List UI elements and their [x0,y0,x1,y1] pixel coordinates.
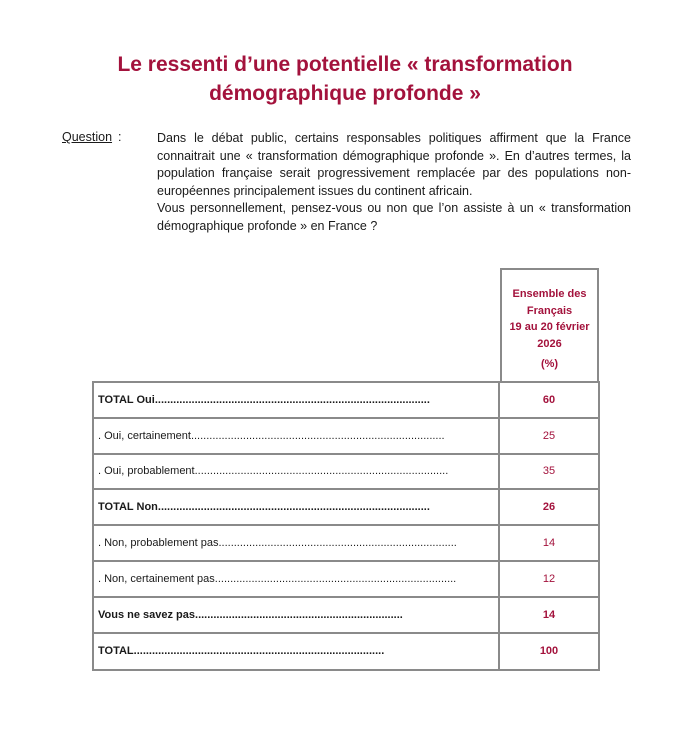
row-label [94,562,500,596]
row-leader-dots: .......................................................................................... [154,393,430,406]
row-value: 14 [542,608,556,621]
row-label [94,526,500,560]
table-row [94,419,598,455]
row-label-text: . Non, probablement pas [98,537,219,550]
column-header [500,268,599,381]
question-paragraph-2: Vous personnellement, pensez-vous ou non que l’on assiste à un « transformation démographique profonde » en France ? [157,201,631,233]
row-leader-dots: ......................................................................................... [157,501,430,514]
row-label-text: TOTAL Non [98,501,158,514]
table-row [94,526,598,562]
row-value: 100 [539,645,559,658]
header-unit: (%) [540,358,559,370]
row-label-text: . Non, certainement pas [98,572,215,585]
table-row [94,383,598,419]
row-value: 35 [542,465,556,478]
row-label-text: . Oui, certainement [98,429,191,442]
row-label [94,383,500,417]
row-value: 25 [542,429,556,442]
table-row [94,490,598,526]
header-line-3: 19 au 20 février [509,321,590,333]
row-label-text: TOTAL [98,645,134,658]
row-leader-dots: ................................................................................... [190,429,445,442]
question-colon: : [118,130,122,144]
row-value: 14 [542,537,556,550]
row-label [94,455,500,489]
table-row [94,598,598,634]
table-row [94,455,598,491]
row-value: 26 [542,501,556,514]
row-label-text: Vous ne savez pas [98,608,196,621]
row-label-text: TOTAL Oui [98,393,155,406]
question-label: Question [62,130,113,144]
row-value: 12 [542,572,556,585]
row-leader-dots: .................................................................................. [133,645,385,658]
row-label [94,634,500,670]
row-value: 60 [542,393,556,406]
row-label [94,490,500,524]
header-line-4: 2026 [537,337,562,350]
header-line-2: Français [526,304,573,317]
title-line-2: démographique profonde » [209,82,481,105]
question-text [157,130,631,236]
row-leader-dots: .................................................................... [195,608,403,621]
row-leader-dots: .............................................................................. [218,537,457,550]
row-leader-dots: ............................................................................... [214,572,457,585]
page-title [0,50,690,108]
row-label [94,419,500,453]
row-leader-dots: ................................................................................... [194,465,449,478]
table-row [94,562,598,598]
title-line-1: Le ressenti d’une potentielle « transformation [117,53,573,76]
row-label [94,598,500,632]
question-paragraph-1: Dans le débat public, certains responsables politiques affirment que la France connaitrait une « transformation démographique profonde ». En d’autres termes, la population française serait progressivement remplacée par des populations non-européennes principalement issues du continent africain. [157,131,631,198]
row-label-text: . Oui, probablement [98,465,195,478]
results-table [92,381,600,671]
table-row [94,634,598,670]
header-line-1: Ensemble des [512,288,587,300]
